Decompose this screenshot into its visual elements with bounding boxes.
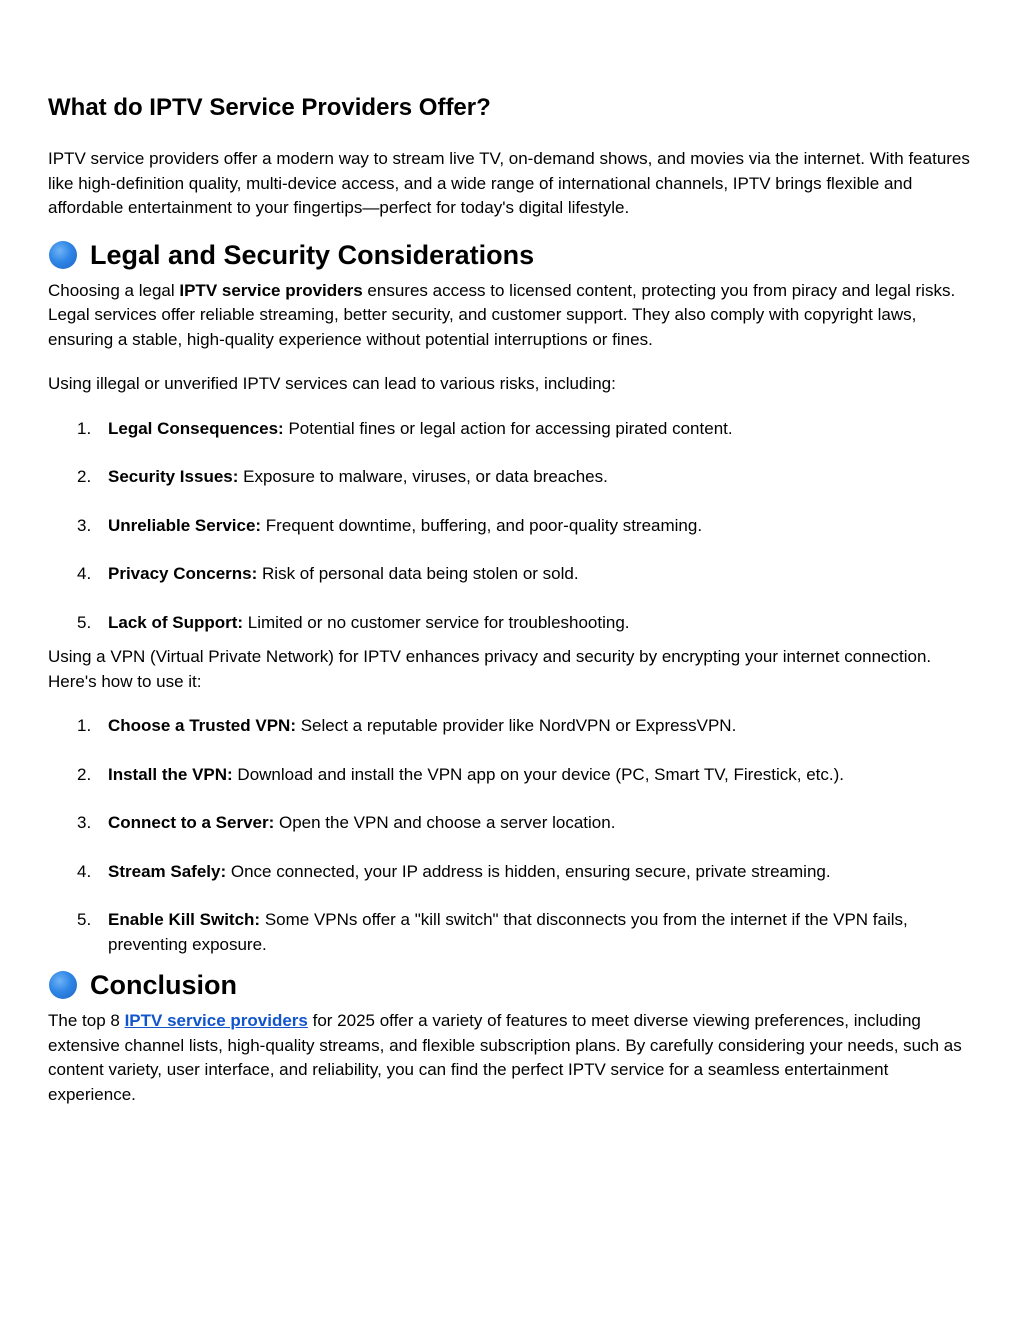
- list-item-title: Security Issues:: [108, 467, 239, 486]
- list-item-number: 1.: [77, 418, 92, 438]
- vpn-intro: Using a VPN (Virtual Private Network) for IPTV enhances privacy and security by encrypting your internet connection. Here's how to use it:: [48, 647, 932, 691]
- conclusion-title: Conclusion: [90, 970, 237, 1000]
- conclusion-pre: The top 8: [48, 1011, 125, 1030]
- list-item-number: 3.: [77, 813, 92, 832]
- list-item: [48, 417, 978, 442]
- list-item-title: Connect to a Server:: [108, 813, 275, 832]
- legal-paragraph-post: ensures access to licensed content, protecting you from piracy and legal risks. Legal services offer reliable streaming, better security, and customer support. They also comply with copyright laws, ensuring a stable, high-quality experience without potential interruptions or fines.: [48, 280, 956, 349]
- risks-intro: Using illegal or unverified IPTV services can lead to various risks, including:: [48, 374, 616, 393]
- list-item-title: Privacy Concerns:: [108, 564, 258, 583]
- list-item: [48, 514, 978, 539]
- legal-paragraph-bold: IPTV service providers: [179, 280, 363, 300]
- list-item: [48, 763, 978, 788]
- list-item-number: 2.: [77, 467, 92, 486]
- list-item-title: Unreliable Service:: [108, 515, 262, 535]
- list-item-number: 4.: [77, 861, 92, 881]
- list-item: [48, 811, 978, 836]
- list-item: [48, 714, 978, 739]
- list-item-text: Select a reputable provider like NordVPN or ExpressVPN.: [295, 716, 737, 735]
- list-item-text: Frequent downtime, buffering, and poor-quality streaming.: [261, 515, 703, 535]
- conclusion-post: for 2025 offer a variety of features to meet diverse viewing preferences, including extensive channel lists, high-quality streams, and flexible subscription plans. By carefully considering your needs, such as content variety, user interface, and reliability, you can find the perfect IPTV service for a seamless entertainment experience.: [48, 1011, 962, 1104]
- list-item-text: Exposure to malware, viruses, or data breaches.: [238, 467, 608, 486]
- list-item-number: 2.: [77, 764, 92, 784]
- list-item-title: Legal Consequences:: [108, 418, 284, 438]
- blue-circle-icon: [49, 241, 77, 269]
- legal-paragraph: [48, 279, 978, 353]
- risks-list: [48, 417, 978, 636]
- list-item-text: Potential fines or legal action for accessing pirated content.: [283, 418, 733, 438]
- vpn-steps-list: [48, 714, 978, 957]
- intro-paragraph: IPTV service providers offer a modern way to stream live TV, on-demand shows, and movies via the internet. With features like high-definition quality, multi-device access, and a wide range of international channels, IPTV brings flexible and affordable entertainment to your fingertips—perfect for today's digital lifestyle.: [48, 149, 970, 217]
- blue-circle-icon: [49, 971, 77, 999]
- list-item-text: Download and install the VPN app on your device (PC, Smart TV, Firestick, etc.).: [232, 764, 845, 784]
- document-content: [48, 92, 978, 1127]
- list-item: [48, 860, 978, 885]
- offer-heading: What do IPTV Service Providers Offer?: [48, 94, 491, 121]
- list-item: [48, 611, 978, 636]
- list-item-title: Choose a Trusted VPN:: [108, 716, 296, 735]
- list-item-title: Stream Safely:: [108, 861, 227, 881]
- list-item: [48, 908, 978, 957]
- conclusion-heading: [48, 967, 978, 1003]
- list-item-text: Limited or no customer service for troubleshooting.: [243, 612, 630, 632]
- list-item-number: 5.: [77, 910, 92, 929]
- legal-paragraph-pre: Choosing a legal: [48, 280, 180, 300]
- list-item-number: 3.: [77, 515, 92, 535]
- list-item-number: 5.: [77, 612, 92, 632]
- list-item-number: 4.: [77, 564, 92, 583]
- list-item-title: Install the VPN:: [108, 764, 233, 784]
- list-item-text: Risk of personal data being stolen or sold.: [257, 564, 579, 583]
- iptv-providers-link[interactable]: IPTV service providers: [124, 1011, 308, 1030]
- list-item-title: Enable Kill Switch:: [108, 910, 261, 929]
- list-item-title: Lack of Support:: [108, 612, 244, 632]
- list-item-number: 1.: [77, 716, 92, 735]
- legal-section-heading: [48, 237, 978, 273]
- conclusion-paragraph: [48, 1009, 978, 1107]
- list-item: [48, 465, 978, 490]
- list-item-text: Once connected, your IP address is hidden, ensuring secure, private streaming.: [226, 861, 831, 881]
- list-item-text: Some VPNs offer a "kill switch" that disconnects you from the internet if the VPN fails, preventing exposure.: [108, 910, 908, 954]
- legal-section-title: Legal and Security Considerations: [90, 239, 535, 270]
- list-item-text: Open the VPN and choose a server location.: [274, 813, 616, 832]
- list-item: [48, 562, 978, 587]
